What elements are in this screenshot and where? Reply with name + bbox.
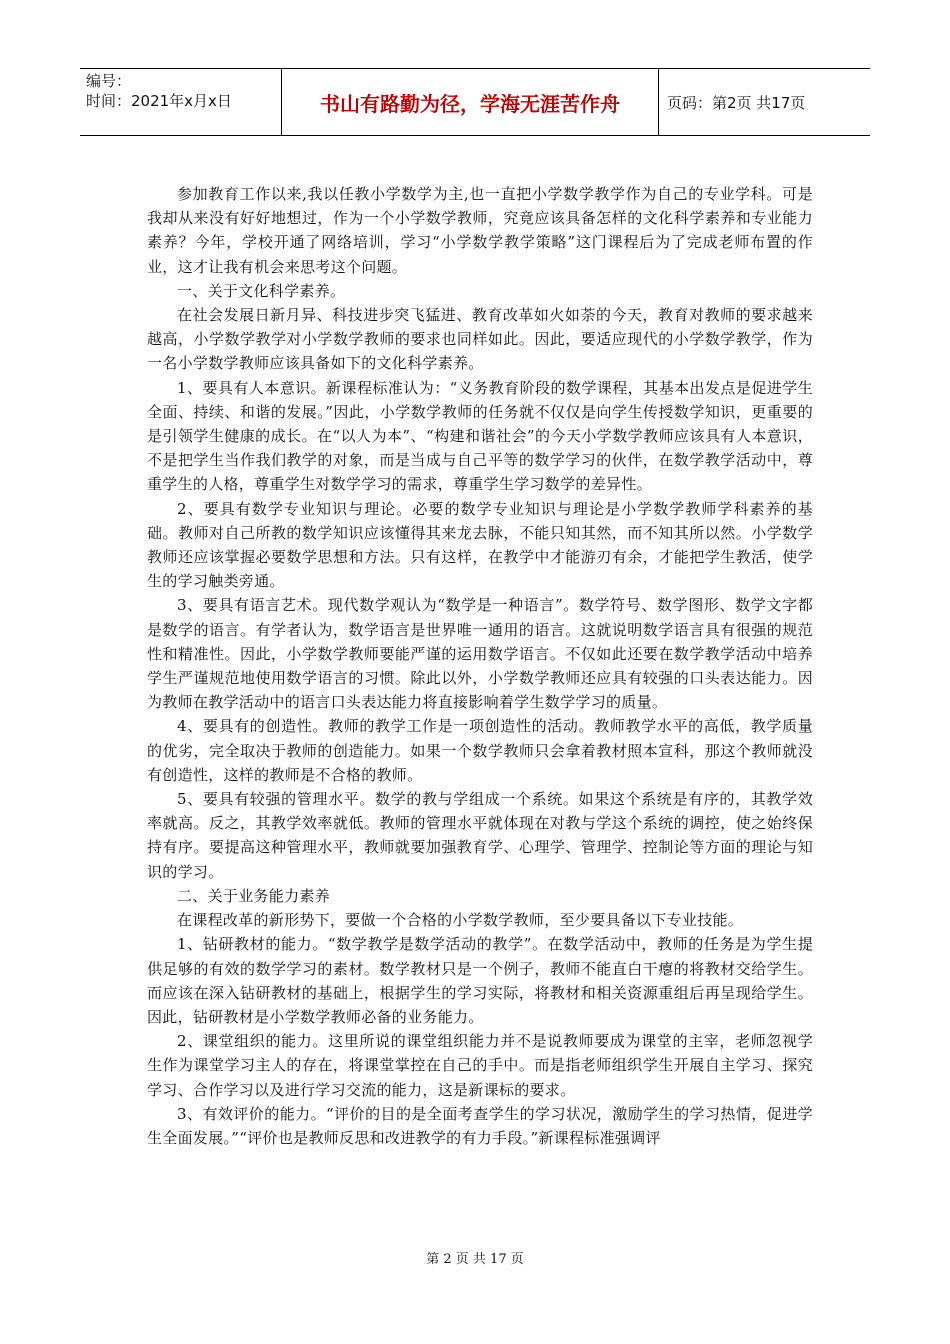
paragraph: 在社会发展日新月异、科技进步突飞猛进、教育改革如火如荼的今天，教育对教师的要求越来越高，小学数学教学对小学数学教师的要求也同样如此。因此，要适应现代的小学数学教学，作为一名小学数学教师应该具备如下的文化科学素养。 <box>147 306 813 373</box>
document-number-label: 编号： <box>86 72 132 90</box>
header-motto: 书山有路勤为径，学海无涯苦作舟 <box>282 69 659 135</box>
paragraph: 在课程改革的新形势下，要做一个合格的小学数学教师，至少要具备以下专业技能。 <box>177 911 744 930</box>
paragraph: 1、钻研教材的能力。“数学教学是数学活动的教学”。在数学活动中，教师的任务是为学生提供足够的有效的数学学习的素材。数学教材只是一个例子，教师不能直白干瘪的将教材交给学生。而应该在深入钻研教材的基础上，根据学生的学习实际，将教材和相关资源重组后再呈现给学生。因此，钻研教材是小学数学教师必备的业务能力。 <box>147 935 813 1026</box>
header-page-info: 页码：第2页 共17页 <box>667 93 806 112</box>
paragraph-intro: 参加教育工作以来,我以任教小学数学为主,也一直把小学数学教学作为自己的专业学科。可是我却从来没有好好地想过，作为一个小学数学教师，究竟应该具备怎样的文化科学素养和专业能力素养？今年，学校开通了网络培训，学习“小学数学教学策略”这门课程后为了完成老师布置的作业，这才让我有机会来思考这个问题。 <box>147 185 813 276</box>
paragraph: 3、要具有语言艺术。现代数学观认为“数学是一种语言”。数学符号、数学图形、数学文字都是数学的语言。有学者认为，数学语言是世界唯一通用的语言。这就说明数学语言具有很强的规范性和精准性。因此，小学数学教师要能严谨的运用数学语言。不仅如此还要在数学教学活动中培养学生严谨规范地使用数学语言的习惯。除此以外，小学数学教师还应具有较强的口头表达能力。因为教师在教学活动中的语言口头表达能力将直接影响着学生数学学习的质量。 <box>147 596 813 712</box>
section-heading-2: 二、关于业务能力素养 <box>177 886 331 905</box>
page-header <box>80 68 870 136</box>
paragraph: 2、课堂组织的能力。这里所说的课堂组织能力并不是说教师要成为课堂的主宰，老师忽视学生作为课堂学习主人的存在，将课堂掌控在自己的手中。而是指老师组织学生开展自主学习、探究学习、合作学习以及进行学习交流的能力，这是新课标的要求。 <box>147 1032 813 1099</box>
paragraph: 1、要具有人本意识。新课程标准认为：“义务教育阶段的数学课程，其基本出发点是促进学生全面、持续、和谐的发展。”因此，小学数学教师的任务就不仅仅是向学生传授数学知识，更重要的是引领学生健康的成长。在“以人为本”、“构建和谐社会”的今天小学数学教师应该具有人本意识，不是把学生当作我们教学的对象，而是当成与自己平等的数学学习的伙伴，在数学教学活动中，尊重学生的人格，尊重学生对数学学习的需求，尊重学生学习数学的差异性。 <box>147 378 813 494</box>
paragraph: 3、有效评价的能力。“评价的目的是全面考查学生的学习状况，激励学生的学习热情，促进学生全面发展。”“评价也是教师反思和改进教学的有力手段。”新课程标准强调评 <box>147 1104 813 1147</box>
paragraph: 5、要具有较强的管理水平。数学的教与学组成一个系统。如果这个系统是有序的，其教学效率就高。反之，其教学效率就低。教师的管理水平就体现在对教与学这个系统的调控，使之始终保持有序。要提高这种管理水平，教师就要加强教育学、心理学、管理学、控制论等方面的理论与知识的学习。 <box>147 790 813 881</box>
document-date: 时间：2021年x月x日 <box>86 92 232 110</box>
header-meta <box>80 69 282 135</box>
paragraph: 2、要具有数学专业知识与理论。必要的数学专业知识与理论是小学数学教师学科素养的基础。教师对自己所教的数学知识应该懂得其来龙去脉，不能只知其然，而不知其所以然。小学数学教师还应该掌握必要数学思想和方法。只有这样，在教学中才能游刃有余，才能把学生教活，使学生的学习触类旁通。 <box>147 499 813 591</box>
paragraph: 4、要具有的创造性。教师的教学工作是一项创造性的活动。教师教学水平的高低，教学质量的优劣，完全取决于教师的创造能力。如果一个数学教师只会拿着教材照本宣科，那这个教师就没有创造性，这样的教师是不合格的教师。 <box>147 717 813 784</box>
page-footer: 第 2 页 共 17 页 <box>426 1252 524 1267</box>
document-body <box>147 182 813 1150</box>
section-heading-1: 一、关于文化科学素养。 <box>177 281 346 300</box>
